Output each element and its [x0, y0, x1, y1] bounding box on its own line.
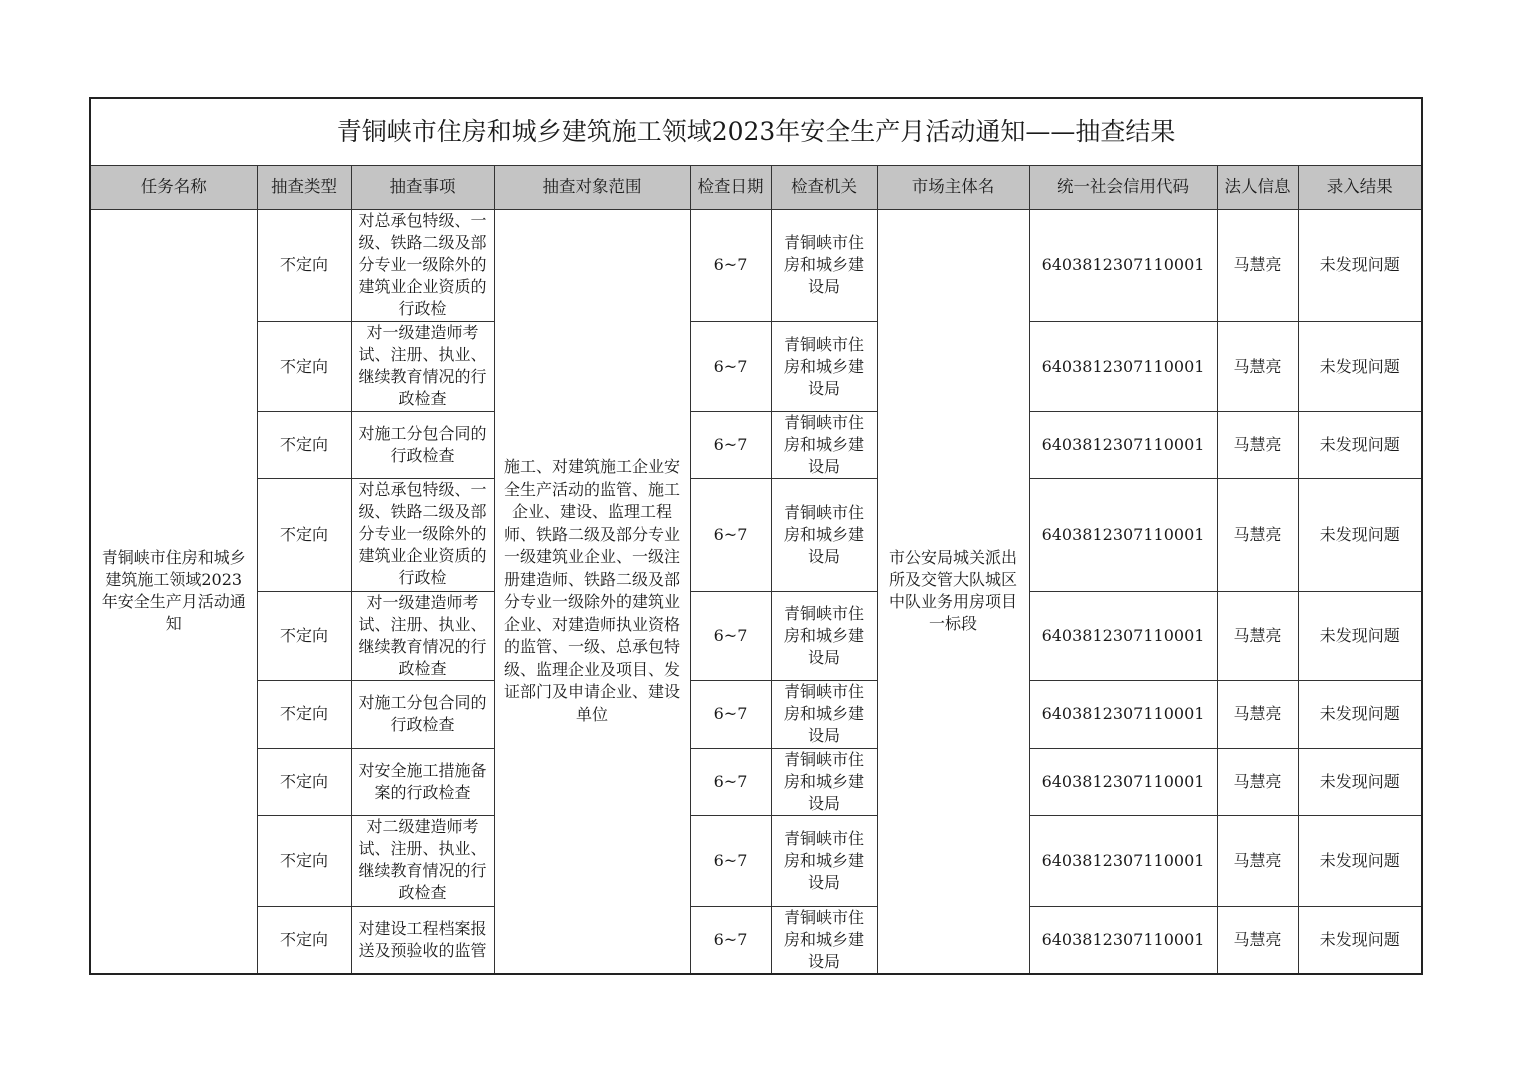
check-date-cell: 6~7: [690, 681, 771, 748]
result-cell: 未发现问题: [1298, 681, 1422, 748]
table-row: [90, 209, 1422, 322]
check-type-cell: 不定向: [257, 816, 351, 907]
header-legal-person: 法人信息: [1217, 166, 1298, 209]
result-cell: 未发现问题: [1298, 411, 1422, 478]
credit-code-cell: 6403812307110001: [1029, 816, 1217, 907]
check-date-cell: 6~7: [690, 591, 771, 681]
header-check-type: 抽查类型: [257, 166, 351, 209]
check-date-cell: 6~7: [690, 748, 771, 815]
header-check-date: 检查日期: [690, 166, 771, 209]
credit-code-cell: 6403812307110001: [1029, 411, 1217, 478]
table-row: [90, 906, 1422, 974]
check-item-cell: [351, 906, 494, 974]
table-row: [90, 411, 1422, 478]
check-item-cell: [351, 479, 494, 592]
table-row: [90, 322, 1422, 412]
legal-person-cell: 马慧亮: [1217, 748, 1298, 815]
result-cell: 未发现问题: [1298, 816, 1422, 907]
result-cell: 未发现问题: [1298, 748, 1422, 815]
check-item-cell: [351, 591, 494, 681]
check-org-cell: 青铜峡市住房和城乡建设局: [771, 748, 877, 815]
object-scope-cell: 施工、对建筑施工企业安全生产活动的监管、施工企业、建设、监理工程师、铁路二级及部分专业一级建筑业企业、一级注册建造师、铁路二级及部分专业一级除外的建筑业企业、对建造师执业资格的监管、一级、总承包特级、监理企业及项目、发证部门及申请企业、建设单位: [494, 209, 690, 974]
check-item-text: 对总承包特级、一级、铁路二级及部分专业一级除外的建筑业企业资质的行政检: [358, 210, 487, 318]
header-market-entity: 市场主体名: [877, 166, 1029, 209]
check-item-cell: [351, 209, 494, 322]
check-org-cell: 青铜峡市住房和城乡建设局: [771, 591, 877, 681]
check-type-cell: 不定向: [257, 591, 351, 681]
header-check-item: 抽查事项: [351, 166, 494, 209]
market-entity-cell: 市公安局城关派出所及交管大队城区中队业务用房项目一标段: [877, 209, 1029, 974]
legal-person-cell: 马慧亮: [1217, 591, 1298, 681]
page-title: 青铜峡市住房和城乡建筑施工领域2023年安全生产月活动通知——抽查结果: [90, 98, 1422, 166]
legal-person-cell: 马慧亮: [1217, 411, 1298, 478]
table-row: [90, 748, 1422, 815]
table-row: [90, 816, 1422, 907]
credit-code-cell: 6403812307110001: [1029, 906, 1217, 974]
check-type-cell: 不定向: [257, 322, 351, 412]
check-org-cell: 青铜峡市住房和城乡建设局: [771, 209, 877, 322]
check-org-cell: 青铜峡市住房和城乡建设局: [771, 816, 877, 907]
check-org-cell: 青铜峡市住房和城乡建设局: [771, 322, 877, 412]
result-cell: 未发现问题: [1298, 906, 1422, 974]
check-item-text: 对总承包特级、一级、铁路二级及部分专业一级除外的建筑业企业资质的行政检: [358, 480, 487, 588]
check-item-text: 对安全施工措施备案的行政检查: [358, 760, 487, 802]
result-cell: 未发现问题: [1298, 591, 1422, 681]
header-row: [90, 166, 1422, 209]
check-item-text: 对建设工程档案报送及预验收的监管: [358, 918, 487, 960]
title-row: [90, 98, 1422, 166]
check-item-text: 对一级建造师考试、注册、执业、继续教育情况的行政检查: [358, 592, 487, 678]
header-object-scope: 抽查对象范围: [494, 166, 690, 209]
header-check-org: 检查机关: [771, 166, 877, 209]
check-item-text: 对一级建造师考试、注册、执业、继续教育情况的行政检查: [358, 323, 487, 409]
check-type-cell: 不定向: [257, 906, 351, 974]
check-date-cell: 6~7: [690, 322, 771, 412]
legal-person-cell: 马慧亮: [1217, 816, 1298, 907]
check-org-cell: 青铜峡市住房和城乡建设局: [771, 411, 877, 478]
legal-person-cell: 马慧亮: [1217, 209, 1298, 322]
credit-code-cell: 6403812307110001: [1029, 322, 1217, 412]
check-item-cell: [351, 816, 494, 907]
table-row: [90, 479, 1422, 592]
check-item-cell: [351, 322, 494, 412]
header-credit-code: 统一社会信用代码: [1029, 166, 1217, 209]
check-type-cell: 不定向: [257, 479, 351, 592]
check-type-cell: 不定向: [257, 681, 351, 748]
check-item-cell: [351, 748, 494, 815]
check-date-cell: 6~7: [690, 411, 771, 478]
legal-person-cell: 马慧亮: [1217, 906, 1298, 974]
task-name-cell: 青铜峡市住房和城乡建筑施工领域2023年安全生产月活动通知: [90, 209, 257, 974]
inspection-results-table: [89, 97, 1423, 975]
check-item-text: 对施工分包合同的行政检查: [358, 423, 487, 465]
check-type-cell: 不定向: [257, 748, 351, 815]
credit-code-cell: 6403812307110001: [1029, 209, 1217, 322]
legal-person-cell: 马慧亮: [1217, 322, 1298, 412]
header-result: 录入结果: [1298, 166, 1422, 209]
credit-code-cell: 6403812307110001: [1029, 591, 1217, 681]
check-date-cell: 6~7: [690, 906, 771, 974]
credit-code-cell: 6403812307110001: [1029, 479, 1217, 592]
check-org-cell: 青铜峡市住房和城乡建设局: [771, 906, 877, 974]
check-type-cell: 不定向: [257, 411, 351, 478]
check-org-cell: 青铜峡市住房和城乡建设局: [771, 681, 877, 748]
table-row: [90, 591, 1422, 681]
check-item-cell: [351, 681, 494, 748]
check-item-text: 对二级建造师考试、注册、执业、继续教育情况的行政检查: [358, 817, 487, 903]
credit-code-cell: 6403812307110001: [1029, 681, 1217, 748]
header-task-name: 任务名称: [90, 166, 257, 209]
result-cell: 未发现问题: [1298, 479, 1422, 592]
check-date-cell: 6~7: [690, 479, 771, 592]
legal-person-cell: 马慧亮: [1217, 479, 1298, 592]
result-cell: 未发现问题: [1298, 322, 1422, 412]
check-org-cell: 青铜峡市住房和城乡建设局: [771, 479, 877, 592]
result-cell: 未发现问题: [1298, 209, 1422, 322]
check-date-cell: 6~7: [690, 209, 771, 322]
credit-code-cell: 6403812307110001: [1029, 748, 1217, 815]
check-item-text: 对施工分包合同的行政检查: [358, 693, 487, 735]
check-date-cell: 6~7: [690, 816, 771, 907]
check-type-cell: 不定向: [257, 209, 351, 322]
table-row: [90, 681, 1422, 748]
legal-person-cell: 马慧亮: [1217, 681, 1298, 748]
check-item-cell: [351, 411, 494, 478]
